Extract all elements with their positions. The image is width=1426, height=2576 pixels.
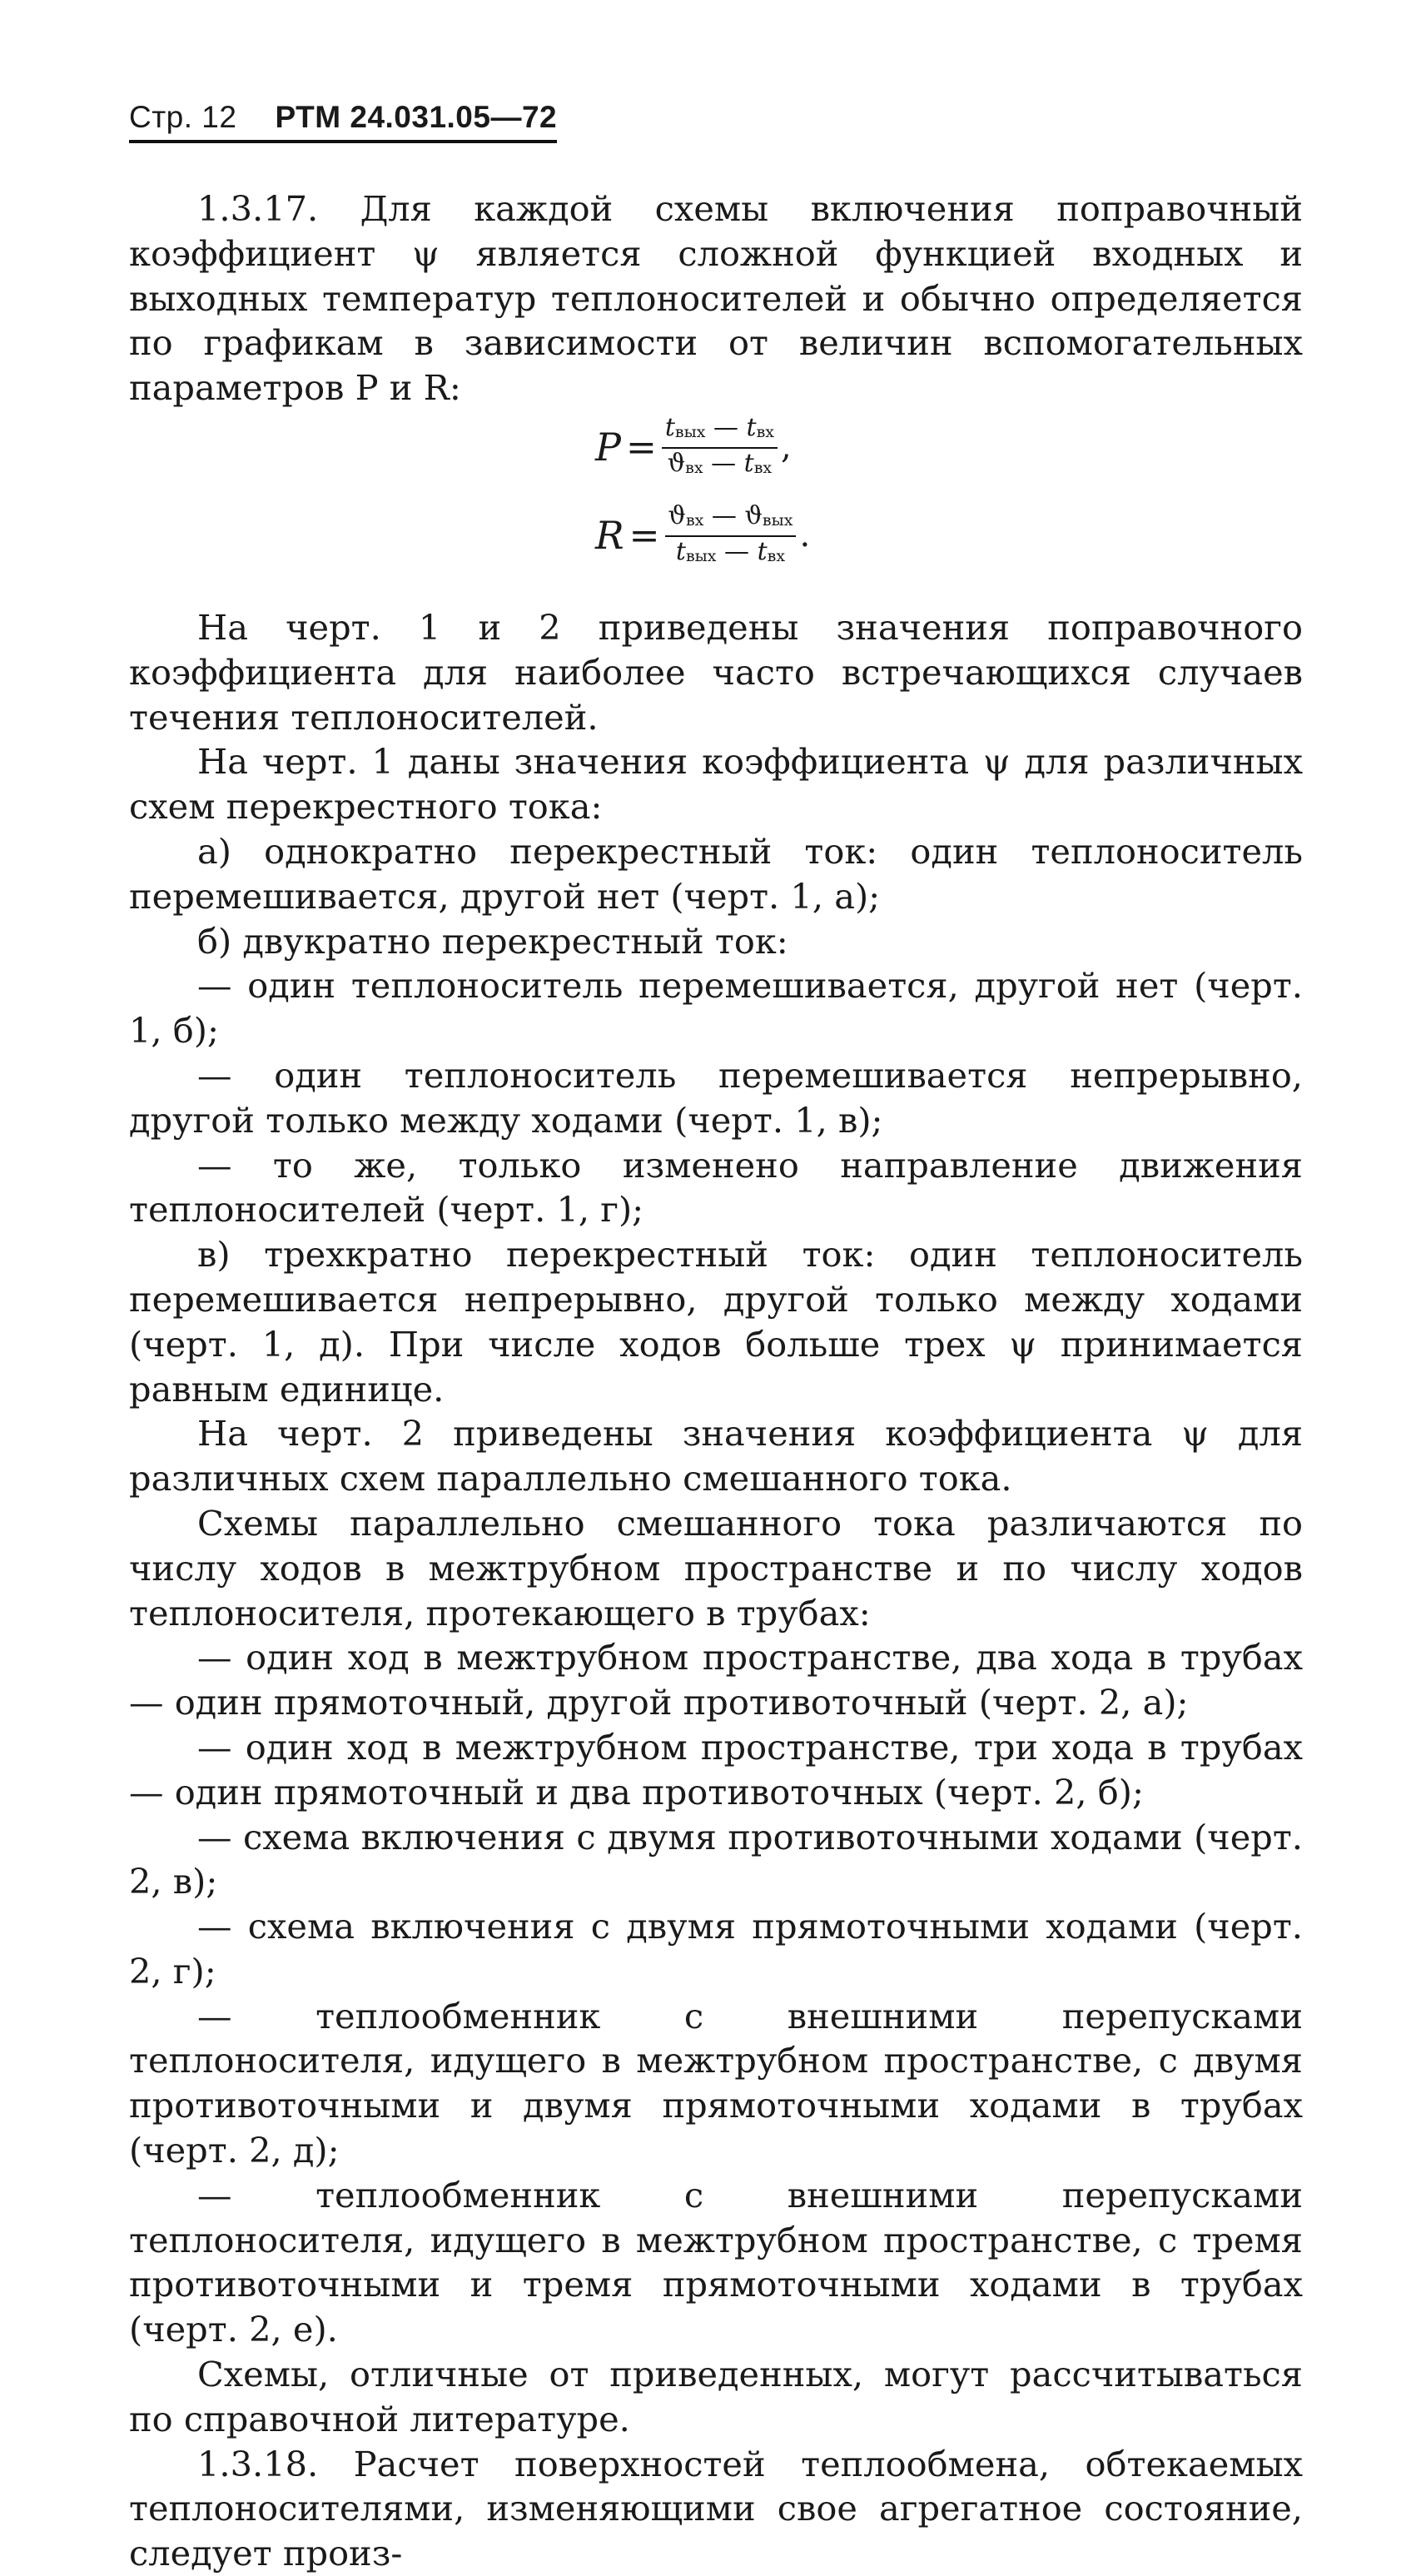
list-item: — один ход в межтрубном пространстве, три хода в трубах — один прямоточный и два противоточных (черт. 2, б); [129,1726,1303,1813]
numerator: $t_{вых}$ — $t_{вх}$ [662,414,778,449]
list-item: а) однократно перекрестный ток: один теплоноситель перемешивается, другой нет (черт. 1, а); [129,830,1303,917]
list-item: — теплообменник с внешними перепусками теплоносителя, идущего в межтрубном пространстве, с тремя противоточными и тремя прямоточными ходами в трубах (черт. 2, е). [129,2174,1303,2350]
list-item: — схема включения с двумя противоточными ходами (черт. 2, в); [129,1816,1303,1902]
page-header [129,100,557,143]
formula-lhs: R [595,513,624,559]
page-label: Стр. 12 [129,100,237,134]
paragraph: На черт. 1 и 2 приведены значения поправочного коэффициента для наиболее часто встречающихся случаев течения теплоносителей. [129,606,1303,738]
formula-block [129,414,1303,587]
list-item: — теплообменник с внешними перепусками теплоносителя, идущего в межтрубном пространстве, с двумя противоточными и двумя прямоточными ходами в трубах (черт. 2, д); [129,1995,1303,2171]
denominator: $t_{вых}$ — $t_{вх}$ [675,536,786,566]
numerator: $ϑ_{вх}$ — $ϑ_{вых}$ [665,502,797,537]
paragraph: На черт. 1 даны значения коэффициента ψ для различных схем перекрестного тока: [129,741,1303,828]
denominator: $ϑ_{вх}$ — $t_{вх}$ [667,448,773,478]
formula-punctuation: , [781,428,792,467]
list-item: — один теплоноситель перемешивается, другой нет (черт. 1, б); [129,965,1303,1052]
formula-punctuation: . [799,516,811,555]
formula-r [595,502,810,570]
list-item: — то же, только изменено направление движения теплоносителей (черт. 1, г); [129,1144,1303,1231]
equals-sign: = [625,426,657,470]
list-item: — один ход в межтрубном пространстве, два хода в трубах — один прямоточный, другой противоточный (черт. 2, а); [129,1637,1303,1723]
equals-sign: = [629,515,660,558]
list-item: — один теплоноситель перемешивается непрерывно, другой только между ходами (черт. 1, в); [129,1054,1303,1141]
paragraph-1-3-17: 1.3.17. Для каждой схемы включения поправочный коэффициент ψ является сложной функцией входных и выходных температур теплоносителей и обычно определяется по графикам в зависимости от величин вспомогательных параметров P и R: [129,188,1303,409]
paragraph: Схемы параллельно смешанного тока различаются по числу ходов в межтрубном пространстве и по числу ходов теплоносителя, протекающего в трубах: [129,1502,1303,1634]
fraction [665,502,797,570]
list-item: б) двукратно перекрестный ток: [197,920,788,962]
list-item: — схема включения с двумя прямоточными ходами (черт. 2, г); [129,1906,1303,1992]
document-number: РТМ 24.031.05—72 [275,100,558,134]
paragraph-1-3-18: 1.3.18. Расчет поверхностей теплообмена, обтекаемых теплоносителями, изменяющими свое агрегатное состояние, следует произ- [129,2443,1303,2574]
paragraph: Схемы, отличные от приведенных, могут рассчитываться по справочной литературе. [129,2354,1303,2439]
paragraph: На черт. 2 приведены значения коэффициента ψ для различных схем параллельно смешанного тока. [129,1413,1303,1499]
formula-lhs: P [595,425,621,470]
formula-p [595,414,792,482]
fraction [662,414,778,482]
document-page [129,100,1303,2576]
list-item: в) трехкратно перекрестный ток: один теплоноситель перемешивается непрерывно, другой только между ходами (черт. 1, д). При числе ходов больше трех ψ принимается равным единице. [129,1234,1303,1410]
document-body [129,186,1303,2576]
